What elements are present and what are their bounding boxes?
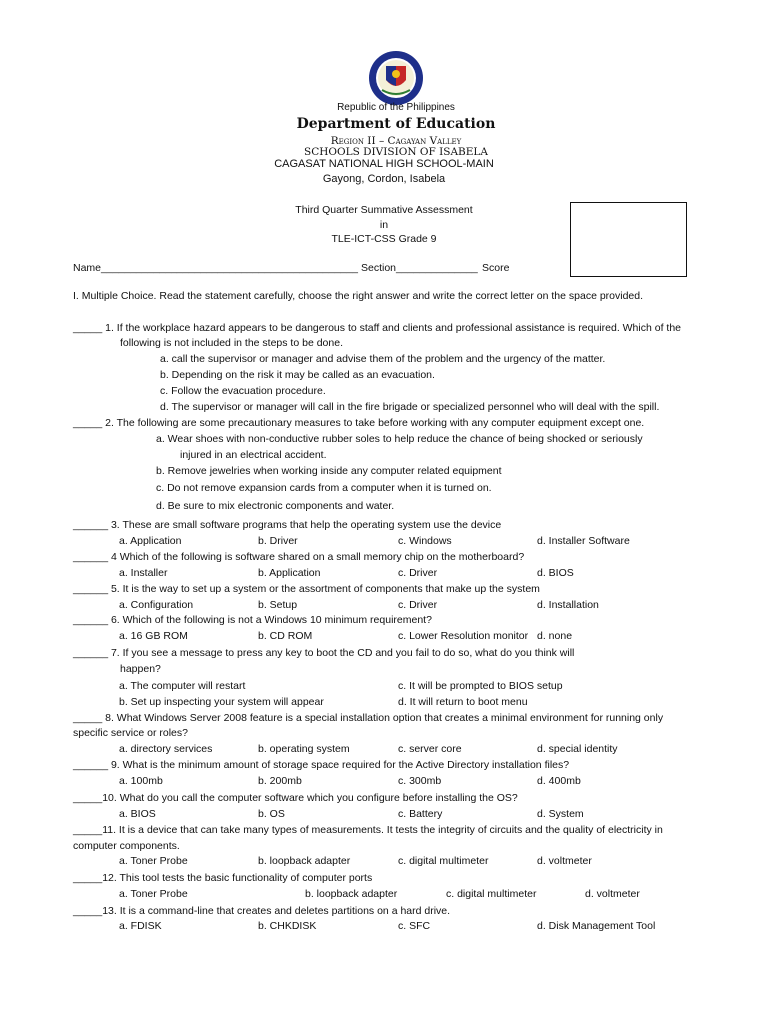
question-9: ______ 9. What is the minimum amount of storage space required for the Active Directory installation files? — [73, 759, 570, 771]
question-5: ______ 5. It is the way to set up a system or the assortment of components that make up the system — [73, 583, 540, 595]
question-10: _____10. What do you call the computer software which you configure before installing the OS? — [73, 792, 518, 804]
choice-a: a. Toner Probe — [119, 855, 188, 867]
instructions: I. Multiple Choice. Read the statement carefully, choose the right answer and write the correct letter on the space provided. — [73, 290, 644, 302]
choice-b: b. Setup — [258, 599, 298, 611]
school-address: Gayong, Cordon, Isabela — [322, 173, 446, 185]
choice-d: d. It will return to boot menu — [398, 696, 528, 708]
choice-c: c. digital multimeter — [398, 855, 489, 867]
question-12: _____12. This tool tests the basic functionality of computer ports — [73, 872, 373, 884]
choice: c. Do not remove expansion cards from a computer when it is turned on. — [156, 482, 492, 494]
choice-b: b. OS — [258, 808, 285, 820]
choice-d: d. BIOS — [537, 567, 574, 579]
choice-d: d. Installation — [537, 599, 599, 611]
question-8-cont: specific service or roles? — [73, 727, 188, 739]
choice-a: a. The computer will restart — [119, 680, 246, 692]
choice-b: b. 200mb — [258, 775, 302, 787]
choice-b: b. Application — [258, 567, 321, 579]
name-field[interactable]: Name____________________________________________ — [73, 262, 358, 274]
score-box[interactable] — [570, 202, 687, 277]
choice-c: c. It will be prompted to BIOS setup — [398, 680, 563, 692]
choice-b: b. loopback adapter — [258, 855, 351, 867]
republic-line: Republic of the Philippines — [337, 102, 455, 113]
question-3: ______ 3. These are small software programs that help the operating system use the device — [73, 519, 502, 531]
choice-b: b. CHKDISK — [258, 920, 317, 932]
choice-b: b. Set up inspecting your system will appear — [119, 696, 324, 708]
choice-a: a. 100mb — [119, 775, 163, 787]
choice: d. The supervisor or manager will call in the fire brigade or specialized personnel who will deal with the spill. — [160, 401, 660, 413]
choice-b: b. Driver — [258, 535, 298, 547]
question-8: _____ 8. What Windows Server 2008 feature is a special installation option that creates a minimal environment for running only — [73, 712, 664, 724]
choice: a. call the supervisor or manager and advise them of the problem and the urgency of the matter. — [160, 353, 606, 365]
choice-a: a. Configuration — [119, 599, 194, 611]
choice-c: c. Driver — [398, 599, 438, 611]
question-1-cont: following is not included in the steps to be done. — [120, 337, 343, 349]
question-1: _____ 1. If the workplace hazard appears to be dangerous to staff and clients and professional assistance is required. Which of the — [73, 322, 682, 334]
question-7-cont: happen? — [120, 663, 161, 675]
section-field[interactable]: Section______________ — [361, 262, 478, 274]
question-11-cont: computer components. — [73, 840, 180, 852]
choice-a: a. Installer — [119, 567, 168, 579]
score-label: Score — [482, 262, 510, 274]
question-13: _____13. It is a command-line that creates and deletes partitions on a hard drive. — [73, 905, 451, 917]
assessment-subject: TLE-ICT-CSS Grade 9 — [331, 233, 437, 245]
choice: b. Depending on the risk it may be called as an evacuation. — [160, 369, 435, 381]
choice-d: d. 400mb — [537, 775, 581, 787]
choice-d: d. Installer Software — [537, 535, 630, 547]
assessment-title-in: in — [379, 219, 389, 231]
choice-d: d. special identity — [537, 743, 618, 755]
choice-c: c. 300mb — [398, 775, 442, 787]
choice-d: d. voltmeter — [537, 855, 592, 867]
choice-a: a. BIOS — [119, 808, 156, 820]
choice-cont: injured in an electrical accident. — [180, 449, 327, 461]
question-6: ______ 6. Which of the following is not a Windows 10 minimum requirement? — [73, 614, 432, 626]
deped-seal-icon — [368, 50, 424, 106]
choice-c: c. SFC — [398, 920, 431, 932]
question-2: _____ 2. The following are some precautionary measures to take before working with any computer equipment except one. — [73, 417, 645, 429]
choice: c. Follow the evacuation procedure. — [160, 385, 326, 397]
choice-b: b. operating system — [258, 743, 350, 755]
choice: d. Be sure to mix electronic components and water. — [156, 500, 395, 512]
choice-c: c. Lower Resolution monitor — [398, 630, 529, 642]
question-7: ______ 7. If you see a message to press any key to boot the CD and you fail to do so, what do you think will — [73, 647, 575, 659]
choice-c: c. Windows — [398, 535, 452, 547]
region-line: Region II – Cagayan Valley — [330, 135, 462, 147]
choice-d: d. voltmeter — [585, 888, 640, 900]
question-11: _____11. It is a device that can take many types of measurements. It tests the integrity of circuits and the quality of electricity in — [73, 824, 663, 836]
choice-c: c. Battery — [398, 808, 443, 820]
choice-d: d. System — [537, 808, 584, 820]
choice-a: a. Toner Probe — [119, 888, 188, 900]
choice-a: a. 16 GB ROM — [119, 630, 188, 642]
division-line: SCHOOLS DIVISION OF ISABELA — [304, 146, 488, 158]
choice: b. Remove jewelries when working inside any computer related equipment — [156, 465, 502, 477]
choice-c: c. Driver — [398, 567, 438, 579]
question-4: ______ 4 Which of the following is software shared on a small memory chip on the motherboard? — [73, 551, 525, 563]
school-name: CAGASAT NATIONAL HIGH SCHOOL-MAIN — [274, 158, 494, 170]
choice-a: a. FDISK — [119, 920, 162, 932]
choice-a: a. directory services — [119, 743, 213, 755]
choice: a. Wear shoes with non-conductive rubber soles to help reduce the chance of being shocked or seriously — [156, 433, 643, 445]
choice-c: c. digital multimeter — [446, 888, 537, 900]
choice-c: c. server core — [398, 743, 462, 755]
choice-a: a. Application — [119, 535, 182, 547]
choice-d: d. none — [537, 630, 573, 642]
department-title: Department of Education — [296, 116, 496, 132]
assessment-title: Third Quarter Summative Assessment — [295, 204, 473, 216]
choice-d: d. Disk Management Tool — [537, 920, 656, 932]
choice-b: b. loopback adapter — [305, 888, 398, 900]
choice-b: b. CD ROM — [258, 630, 313, 642]
